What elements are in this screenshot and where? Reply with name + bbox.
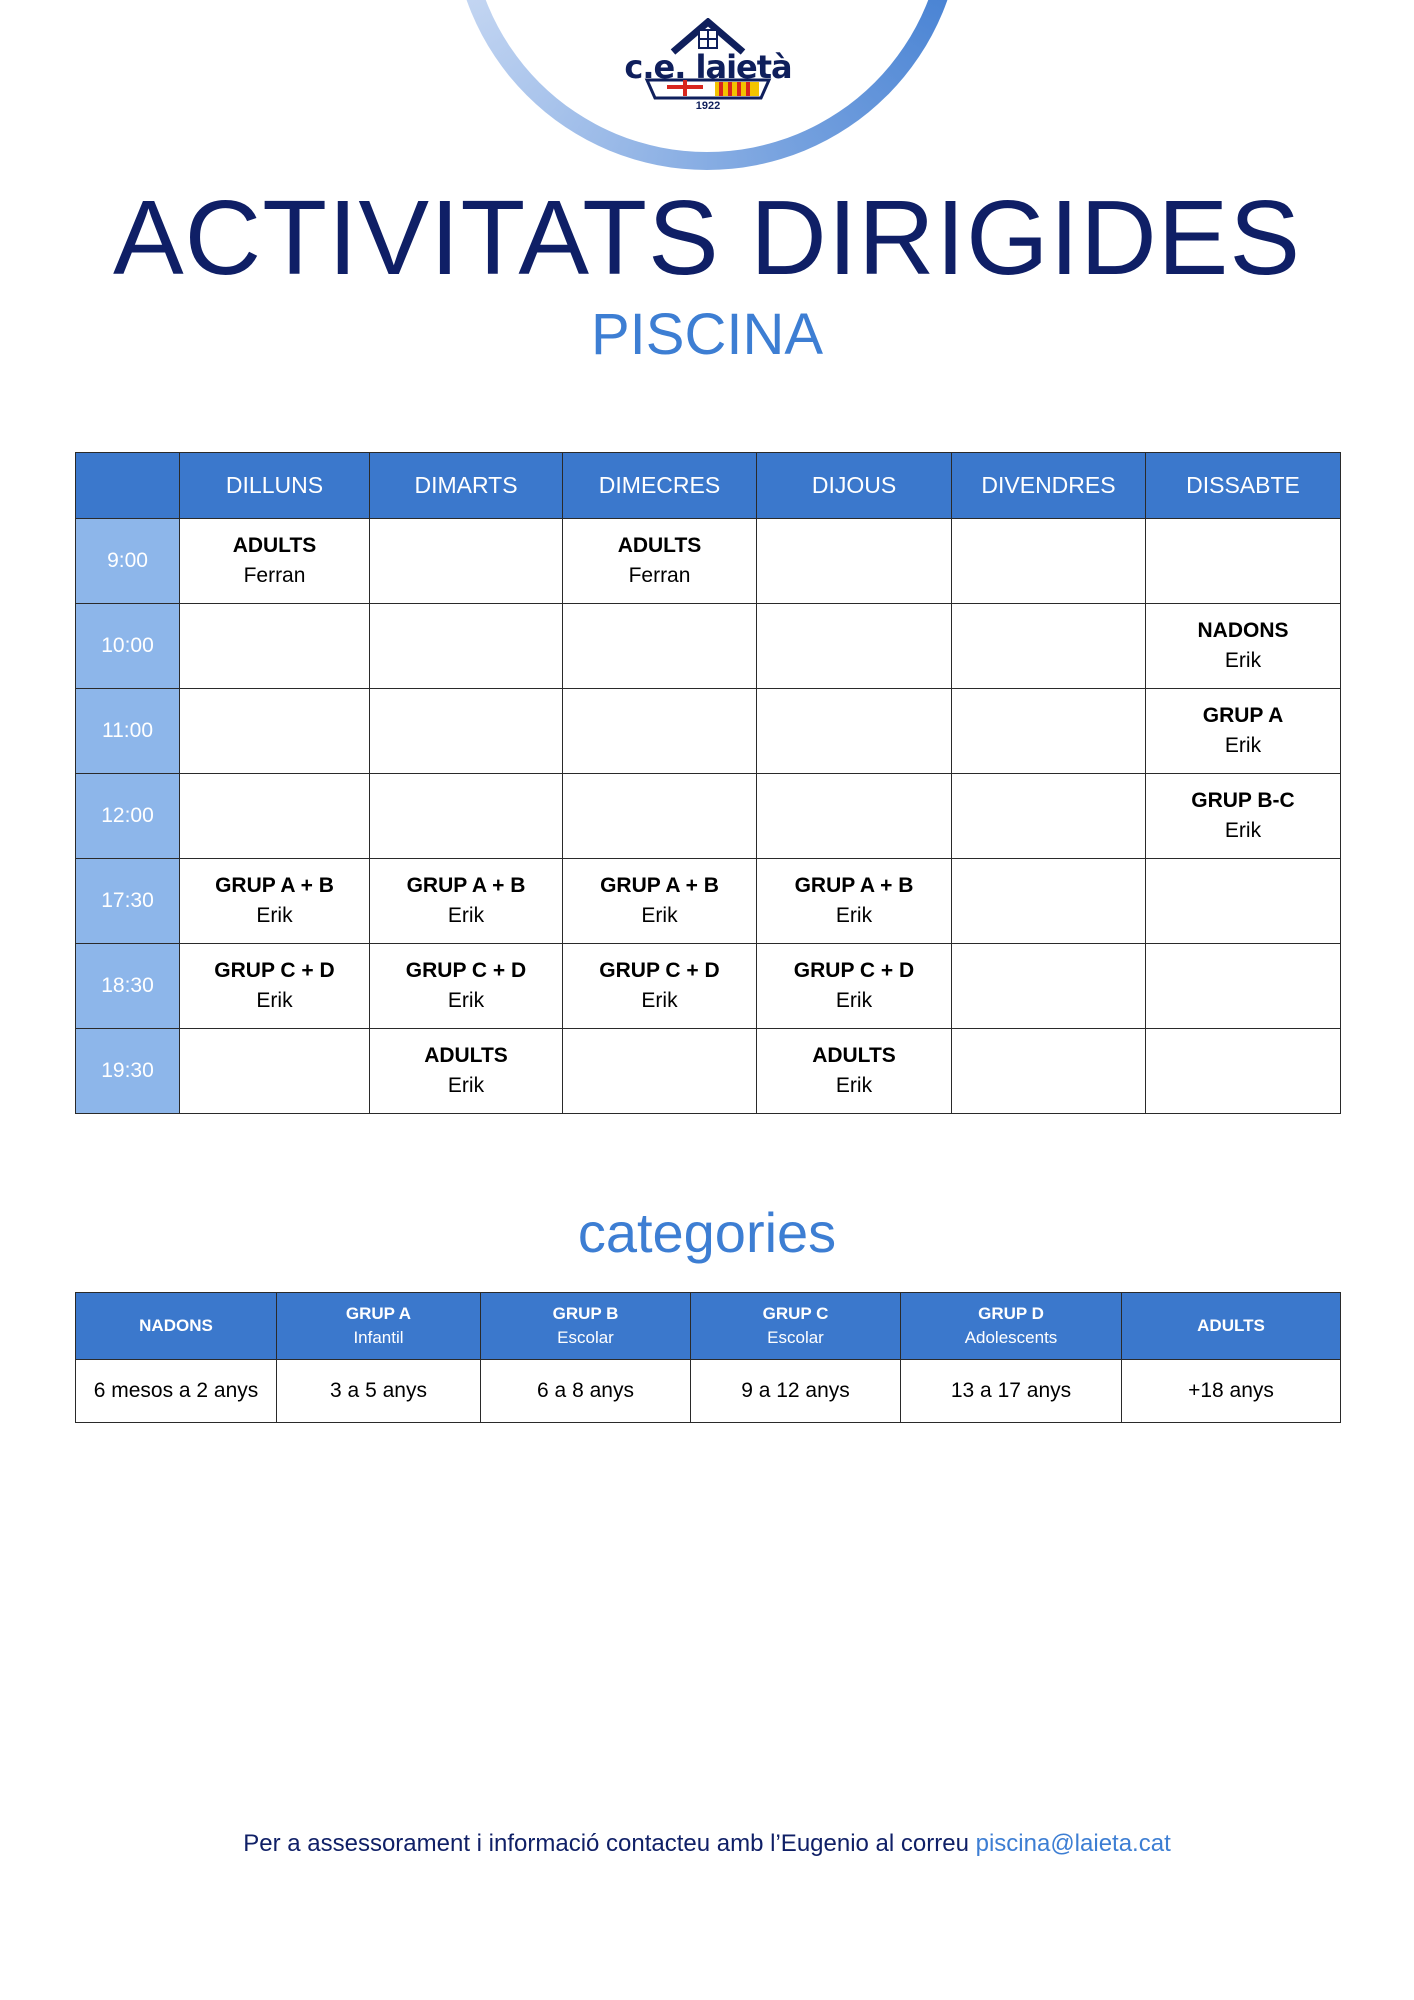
schedule-cell — [180, 689, 370, 774]
category-header — [901, 1293, 1122, 1360]
schedule-cell — [757, 519, 952, 604]
activity-coach: Ferran — [243, 564, 306, 587]
activity-name: GRUP C + D — [793, 959, 915, 982]
time-slot: 17:30 — [76, 859, 180, 944]
schedule-row — [76, 604, 1341, 689]
schedule-row — [76, 519, 1341, 604]
day-header: DIMECRES — [563, 453, 757, 519]
schedule-cell — [180, 604, 370, 689]
schedule-cell — [180, 944, 370, 1029]
schedule-cell — [370, 774, 563, 859]
schedule-cell — [180, 1029, 370, 1114]
schedule-cell — [370, 604, 563, 689]
activity-coach: Erik — [641, 989, 678, 1012]
categories-header-row — [76, 1293, 1341, 1360]
category-subtitle: Escolar — [557, 1328, 614, 1347]
activity-name: GRUP A + B — [794, 874, 914, 897]
activity-name: GRUP A — [1202, 704, 1284, 727]
schedule-header-row — [76, 453, 1341, 519]
activity-name: ADULTS — [424, 1044, 508, 1067]
schedule-cell — [180, 859, 370, 944]
schedule-cell — [180, 774, 370, 859]
category-name: GRUP C — [762, 1304, 829, 1323]
schedule-cell — [370, 859, 563, 944]
schedule-cell — [1146, 774, 1341, 859]
schedule-cell — [563, 1029, 757, 1114]
schedule-row — [76, 859, 1341, 944]
activity-name: GRUP A + B — [215, 874, 334, 897]
schedule-cell — [757, 944, 952, 1029]
activity-coach: Erik — [447, 1074, 485, 1097]
schedule-cell — [757, 689, 952, 774]
schedule-cell — [952, 519, 1146, 604]
schedule-cell — [952, 774, 1146, 859]
schedule-cell — [370, 944, 563, 1029]
time-slot: 10:00 — [76, 604, 180, 689]
time-slot: 12:00 — [76, 774, 180, 859]
activity-coach: Erik — [835, 1074, 873, 1097]
schedule-cell — [370, 1029, 563, 1114]
logo-year: 1922 — [695, 100, 721, 112]
category-ages: 6 mesos a 2 anys — [76, 1360, 277, 1423]
activity-coach: Erik — [641, 904, 678, 927]
activity-name: NADONS — [1197, 619, 1289, 642]
footer-email-link[interactable]: piscina@laieta.cat — [975, 1830, 1171, 1857]
category-name: GRUP D — [978, 1304, 1044, 1323]
categories-title: categories — [577, 1201, 837, 1264]
day-header: DILLUNS — [180, 453, 370, 519]
category-header — [76, 1293, 277, 1360]
schedule-cell — [757, 859, 952, 944]
page-title: ACTIVITATS DIRIGIDES — [112, 179, 1302, 297]
activity-name: GRUP A + B — [406, 874, 526, 897]
category-header — [691, 1293, 901, 1360]
schedule-row — [76, 774, 1341, 859]
category-name: GRUP B — [552, 1304, 619, 1323]
category-ages: 3 a 5 anys — [277, 1360, 481, 1423]
activity-coach: Erik — [256, 989, 293, 1012]
category-header — [277, 1293, 481, 1360]
category-name: NADONS — [139, 1316, 213, 1335]
categories-table — [75, 1292, 1341, 1423]
activity-name: ADULTS — [232, 534, 317, 557]
schedule-cell — [563, 604, 757, 689]
category-subtitle: Adolescents — [964, 1328, 1058, 1347]
activity-coach: Erik — [447, 989, 485, 1012]
time-slot: 11:00 — [76, 689, 180, 774]
club-logo — [615, 18, 801, 118]
day-header: DIMARTS — [370, 453, 563, 519]
schedule-table — [75, 452, 1341, 1114]
logo-text: c.e. laietà — [624, 48, 792, 86]
activity-name: GRUP C + D — [405, 959, 527, 982]
activity-coach: Erik — [1224, 649, 1262, 672]
schedule-corner-cell — [76, 453, 180, 519]
schedule-cell — [1146, 1029, 1341, 1114]
activity-name: GRUP C + D — [214, 959, 335, 982]
schedule-row — [76, 689, 1341, 774]
activity-coach: Erik — [1224, 819, 1262, 842]
schedule-cell — [1146, 604, 1341, 689]
page-subtitle: PISCINA — [590, 302, 824, 367]
schedule-cell — [370, 689, 563, 774]
schedule-cell — [1146, 689, 1341, 774]
time-slot: 19:30 — [76, 1029, 180, 1114]
day-header: DIJOUS — [757, 453, 952, 519]
category-ages: 13 a 17 anys — [901, 1360, 1122, 1423]
activity-name: GRUP C + D — [599, 959, 720, 982]
schedule-cell — [757, 1029, 952, 1114]
schedule-cell — [952, 944, 1146, 1029]
time-slot: 18:30 — [76, 944, 180, 1029]
schedule-cell — [563, 519, 757, 604]
activity-name: ADULTS — [812, 1044, 896, 1067]
category-ages: +18 anys — [1122, 1360, 1341, 1423]
category-subtitle: Infantil — [353, 1328, 404, 1347]
schedule-row — [76, 944, 1341, 1029]
schedule-cell — [1146, 519, 1341, 604]
schedule-cell — [1146, 944, 1341, 1029]
activity-coach: Erik — [447, 904, 485, 927]
activity-name: GRUP B-C — [1191, 789, 1295, 812]
activity-coach: Ferran — [628, 564, 691, 587]
schedule-cell — [563, 944, 757, 1029]
schedule-cell — [370, 519, 563, 604]
activity-name: GRUP A + B — [600, 874, 719, 897]
activity-coach: Erik — [1224, 734, 1262, 757]
categories-ages-row — [76, 1360, 1341, 1423]
schedule-cell — [757, 604, 952, 689]
schedule-cell — [563, 689, 757, 774]
category-name: ADULTS — [1197, 1316, 1265, 1335]
activity-coach: Erik — [835, 989, 873, 1012]
schedule-cell — [952, 859, 1146, 944]
activity-coach: Erik — [256, 904, 293, 927]
day-header: DIVENDRES — [952, 453, 1146, 519]
day-header: DISSABTE — [1146, 453, 1341, 519]
schedule-cell — [563, 774, 757, 859]
category-ages: 9 a 12 anys — [691, 1360, 901, 1423]
activity-coach: Erik — [835, 904, 873, 927]
schedule-cell — [952, 1029, 1146, 1114]
category-name: GRUP A — [345, 1304, 412, 1323]
schedule-cell — [180, 519, 370, 604]
footer-contact — [0, 1830, 1414, 1858]
schedule-cell — [563, 859, 757, 944]
schedule-cell — [952, 689, 1146, 774]
time-slot: 9:00 — [76, 519, 180, 604]
category-ages: 6 a 8 anys — [481, 1360, 691, 1423]
category-subtitle: Escolar — [767, 1328, 824, 1347]
schedule-cell — [952, 604, 1146, 689]
schedule-row — [76, 1029, 1341, 1114]
category-header — [481, 1293, 691, 1360]
activity-name: ADULTS — [617, 534, 702, 557]
category-header — [1122, 1293, 1341, 1360]
footer-text: Per a assessorament i informació contacteu amb l’Eugenio al correu — [243, 1830, 969, 1857]
schedule-cell — [757, 774, 952, 859]
schedule-cell — [1146, 859, 1341, 944]
